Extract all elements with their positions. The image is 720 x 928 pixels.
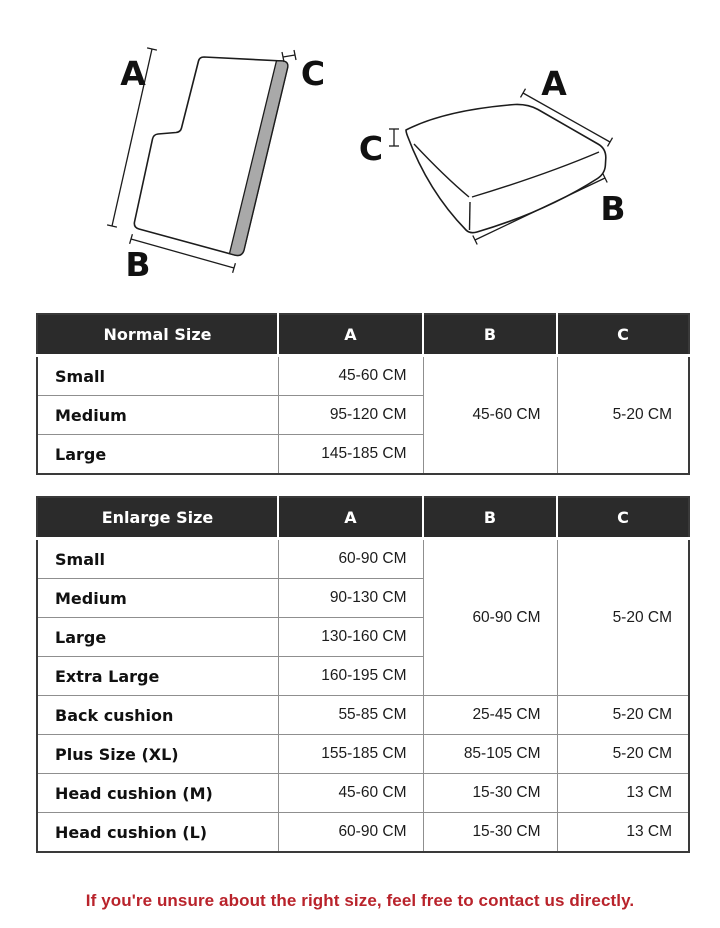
value-c-merged: 5-20 CM <box>557 539 689 696</box>
value-b: 15-30 CM <box>423 813 557 853</box>
value-a: 45-60 CM <box>278 774 423 813</box>
table-title: Enlarge Size <box>37 497 278 539</box>
size-label: Large <box>37 618 278 657</box>
value-a: 45-60 CM <box>278 356 423 396</box>
size-label: Back cushion <box>37 696 278 735</box>
dimension-label-a: A <box>541 64 567 103</box>
dimension-line-c <box>282 50 296 62</box>
column-header-b: B <box>423 314 557 356</box>
value-b-merged: 45-60 CM <box>423 356 557 475</box>
enlarge-size-table <box>36 496 690 853</box>
normal-size-table <box>36 313 690 475</box>
column-header-c: C <box>557 314 689 356</box>
table-title: Normal Size <box>37 314 278 356</box>
table-row <box>37 774 689 813</box>
value-c: 5-20 CM <box>557 735 689 774</box>
value-a: 155-185 CM <box>278 735 423 774</box>
value-c: 13 CM <box>557 774 689 813</box>
value-a: 145-185 CM <box>278 435 423 475</box>
table-row <box>37 813 689 853</box>
size-label: Small <box>37 356 278 396</box>
seat-cushion-diagram <box>355 55 665 280</box>
size-label: Head cushion (M) <box>37 774 278 813</box>
diagram-area <box>0 0 720 313</box>
table-row <box>37 735 689 774</box>
table-row <box>37 696 689 735</box>
value-c: 13 CM <box>557 813 689 853</box>
value-c: 5-20 CM <box>557 696 689 735</box>
size-label: Small <box>37 539 278 579</box>
value-b-merged: 60-90 CM <box>423 539 557 696</box>
value-b: 25-45 CM <box>423 696 557 735</box>
value-c-merged: 5-20 CM <box>557 356 689 475</box>
value-b: 85-105 CM <box>423 735 557 774</box>
column-header-a: A <box>278 497 423 539</box>
table-header-row <box>37 497 689 539</box>
table-row <box>37 539 689 579</box>
back-cushion-diagram <box>88 22 338 290</box>
size-label: Medium <box>37 396 278 435</box>
size-label: Head cushion (L) <box>37 813 278 853</box>
value-a: 90-130 CM <box>278 579 423 618</box>
column-header-a: A <box>278 314 423 356</box>
dimension-label-b: B <box>125 245 151 284</box>
table-row <box>37 356 689 396</box>
size-label: Medium <box>37 579 278 618</box>
dimension-label-b: B <box>600 189 626 228</box>
size-label: Plus Size (XL) <box>37 735 278 774</box>
seat-cushion-outline <box>406 104 606 232</box>
value-a: 95-120 CM <box>278 396 423 435</box>
column-header-b: B <box>423 497 557 539</box>
value-a: 160-195 CM <box>278 657 423 696</box>
value-a: 60-90 CM <box>278 539 423 579</box>
dimension-label-c: C <box>358 129 384 168</box>
size-label: Large <box>37 435 278 475</box>
dimension-line-c <box>389 129 399 146</box>
value-a: 60-90 CM <box>278 813 423 853</box>
value-b: 15-30 CM <box>423 774 557 813</box>
footer-note: If you're unsure about the right size, feel free to contact us directly. <box>85 891 635 910</box>
dimension-label-c: C <box>300 54 326 93</box>
table-header-row <box>37 314 689 356</box>
value-a: 130-160 CM <box>278 618 423 657</box>
value-a: 55-85 CM <box>278 696 423 735</box>
column-header-c: C <box>557 497 689 539</box>
dimension-label-a: A <box>120 54 146 93</box>
size-label: Extra Large <box>37 657 278 696</box>
